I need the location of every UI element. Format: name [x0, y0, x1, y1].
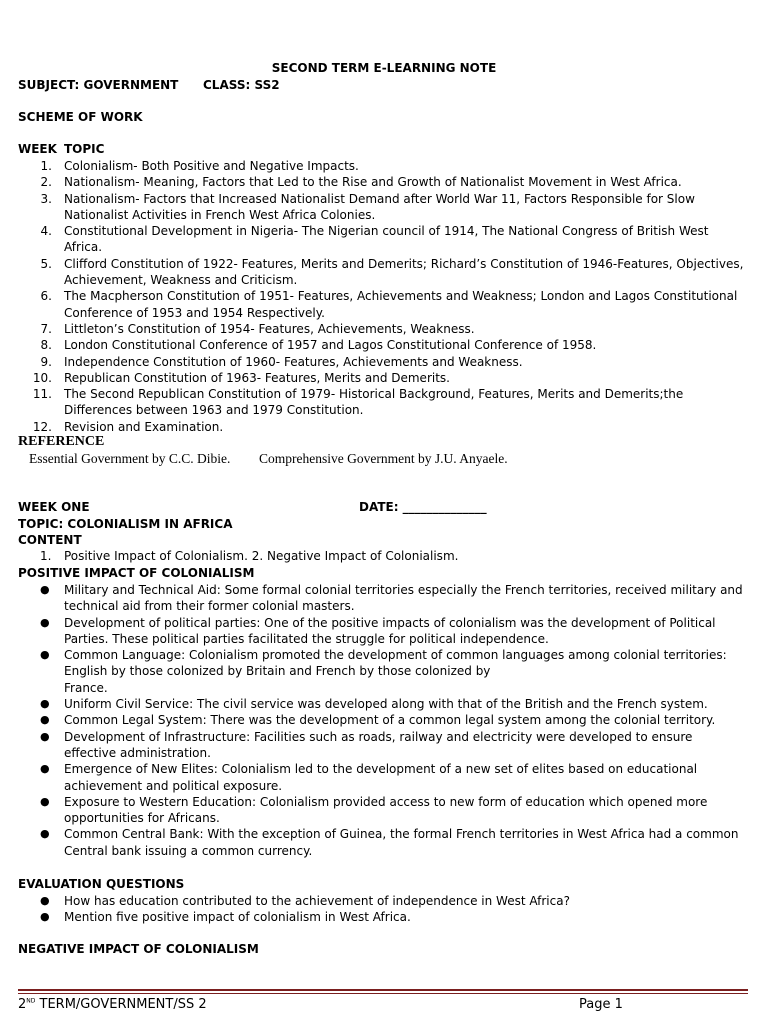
- bullet-icon: ●: [40, 894, 50, 907]
- reference-heading: REFERENCE: [18, 434, 105, 449]
- date-field: DATE: ______________: [359, 500, 487, 514]
- list-item: ● Common Legal System: There was the development of a common legal system among the colonial territory.: [40, 713, 716, 728]
- list-item: ● Emergence of New Elites: Colonialism led to the development of a new set of elites based on educational achievement and political exposure.: [40, 762, 698, 793]
- bullet-icon: ●: [40, 827, 50, 841]
- week-one-label: WEEK ONE: [18, 500, 90, 514]
- list-item: ● Military and Technical Aid: Some formal colonial territories especially the French territories, received military and technical aid from their former colonial masters.: [40, 583, 743, 614]
- scheme-item: 1. Colonialism- Both Positive and Negative Impacts.: [40, 159, 359, 173]
- footer-rule: [18, 993, 748, 994]
- scheme-item: 3. Nationalism- Factors that Increased Nationalist Demand after World War 11, Factors Responsible for Slow Nationalist Activities in French West Africa Colonies.: [40, 191, 695, 222]
- scheme-item: 2. Nationalism- Meaning, Factors that Led to the Rise and Growth of Nationalist Movement in West Africa.: [40, 175, 682, 190]
- scheme-heading: SCHEME OF WORK: [18, 110, 143, 124]
- positive-impact-heading: POSITIVE IMPACT OF COLONIALISM: [18, 566, 255, 580]
- evaluation-heading: EVALUATION QUESTIONS: [18, 877, 185, 891]
- note-title: SECOND TERM E-LEARNING NOTE: [271, 61, 497, 75]
- list-item: ● Development of Infrastructure: Facilities such as roads, railway and electricity were developed to ensure effective administration.: [40, 729, 693, 760]
- topic-column-heading: TOPIC: [64, 142, 105, 156]
- footer-rule: [18, 989, 748, 991]
- bullet-icon: ●: [40, 910, 50, 924]
- list-item: ● Mention five positive impact of colonialism in West Africa.: [40, 910, 411, 925]
- list-item: ● Development of political parties: One of the positive impacts of colonialism was the development of Political Parties. These political parties facilitated the struggle for political independence.: [40, 615, 716, 646]
- content-item: Positive Impact of Colonialism. 2. Negative Impact of Colonialism.: [64, 549, 459, 563]
- scheme-item: 6. The Macpherson Constitution of 1951- Features, Achievements and Weakness; London and Lagos Constitutional Conference of 1953 and 1954 Respectively.: [40, 289, 738, 320]
- scheme-item: 10. Republican Constitution of 1963- Features, Merits and Demerits.: [32, 370, 450, 385]
- scheme-item: 4. Constitutional Development in Nigeria- The Nigerian council of 1914, The National Congress of British West Africa.: [40, 224, 709, 255]
- bullet-icon: ●: [40, 583, 50, 596]
- list-item: ● How has education contributed to the achievement of independence in West Africa?: [40, 894, 570, 908]
- scheme-item: 8. London Constitutional Conference of 1957 and Lagos Constitutional Conference of 1958.: [40, 338, 597, 353]
- negative-impact-heading: NEGATIVE IMPACT OF COLONIALISM: [18, 942, 259, 956]
- list-item: ● Common Central Bank: With the exception of Guinea, the formal French territories in West Africa had a common Central bank issuing a common currency.: [40, 827, 739, 858]
- positive-impact-list: [18, 582, 748, 859]
- content-item-number: 1.: [40, 549, 52, 563]
- week-column-heading: WEEK: [18, 142, 57, 156]
- list-item: ● Uniform Civil Service: The civil service was developed along with that of the British and the French system.: [40, 697, 708, 712]
- footer-term-label: 2ND TERM/GOVERNMENT/SS 2: [18, 997, 207, 1012]
- scheme-item: 9. Independence Constitution of 1960- Features, Achievements and Weakness.: [40, 354, 523, 369]
- bullet-icon: ●: [40, 762, 50, 776]
- reference-book-1: Essential Government by C.C. Dibie.: [29, 451, 231, 466]
- list-item: ● Common Language: Colonialism promoted the development of common languages among colonial territories: English by those colonized by Britain and French by those colonized by France.: [40, 648, 727, 695]
- page-number: Page 1: [579, 997, 623, 1012]
- evaluation-list: [18, 893, 748, 926]
- bullet-icon: ●: [40, 794, 50, 808]
- bullet-icon: ●: [40, 648, 50, 662]
- content-heading: CONTENT: [18, 533, 82, 547]
- bullet-icon: ●: [40, 697, 50, 711]
- scheme-item: 7. Littleton’s Constitution of 1954- Features, Achievements, Weakness.: [40, 321, 475, 336]
- scheme-item: 5. Clifford Constitution of 1922- Features, Merits and Demerits; Richard’s Constitution of 1946-Features, Objectives, Achievement, Weakness and Criticism.: [40, 256, 744, 288]
- reference-book-2: Comprehensive Government by J.U. Anyaele.: [259, 451, 508, 466]
- bullet-icon: ●: [40, 713, 50, 727]
- scheme-list: [18, 158, 748, 435]
- scheme-item: 11. The Second Republican Constitution of 1979- Historical Background, Features, Merits and Demerits;the Differences between 1963 and 1979 Constitution.: [32, 387, 684, 418]
- bullet-icon: ●: [40, 615, 50, 629]
- subject-label: SUBJECT: GOVERNMENT: [18, 78, 179, 92]
- topic-heading: TOPIC: COLONIALISM IN AFRICA: [18, 517, 233, 531]
- scheme-item: 12. Revision and Examination.: [32, 419, 224, 434]
- list-item: ● Exposure to Western Education: Colonialism provided access to new form of education which opened more opportunities for Africans.: [40, 794, 708, 826]
- bullet-icon: ●: [40, 729, 50, 743]
- class-label: CLASS: SS2: [203, 78, 280, 92]
